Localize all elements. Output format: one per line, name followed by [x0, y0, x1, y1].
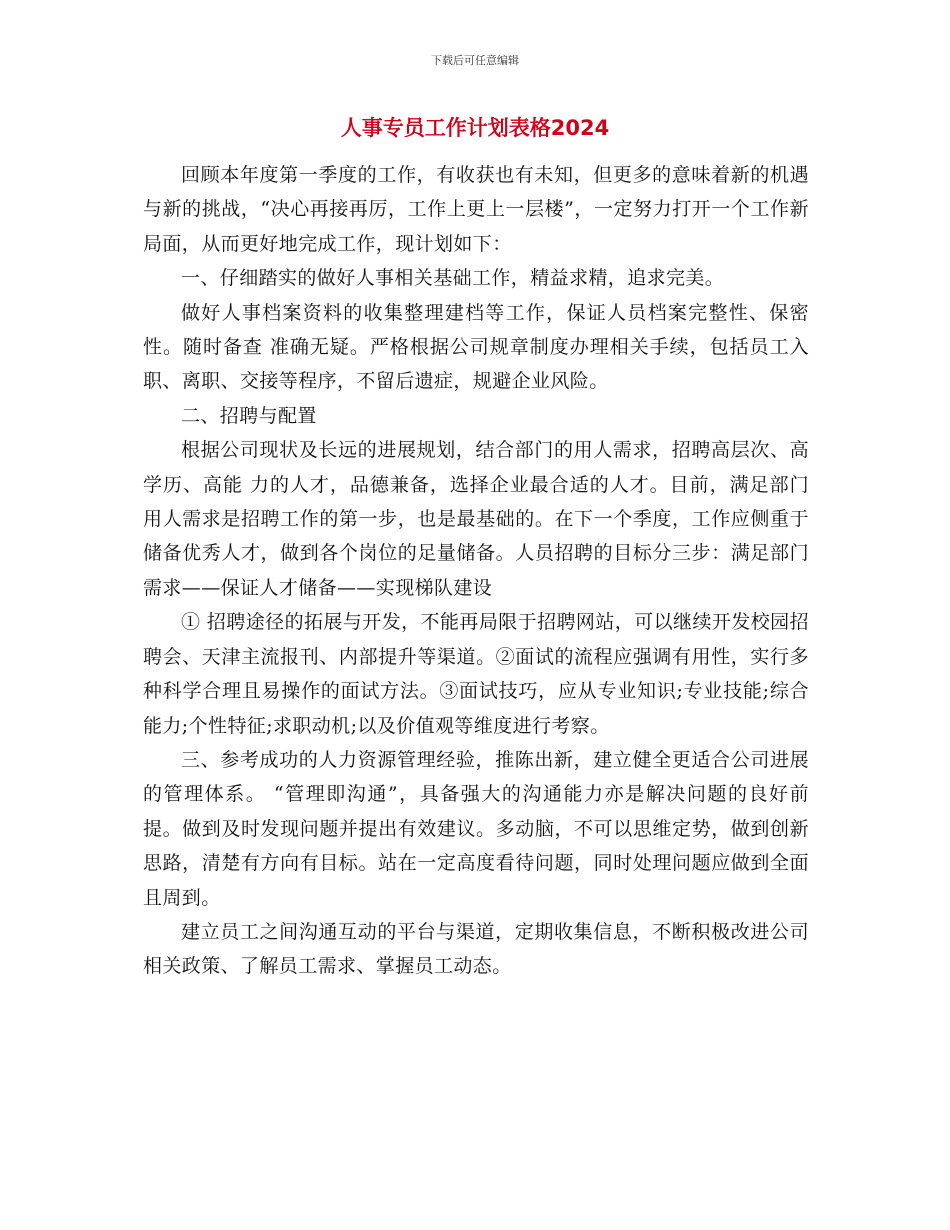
header-note: 下载后可任意编辑	[431, 54, 519, 67]
paragraph: 建立员工之间沟通互动的平台与渠道，定期收集信息，不断积极改进公司相关政策、了解员工需求、掌握员工动态。	[143, 920, 809, 978]
document-title: 人事专员工作计划表格2024	[340, 116, 610, 140]
paragraph: 根据公司现状及长远的进展规划，结合部门的用人需求，招聘高层次、高学历、高能 力的人才，品德兼备，选择企业最合适的人才。目前，满足部门用人需求是招聘工作的第一步，也是最基础的。在下一个季度，工作应侧重于储备优秀人才，做到各个岗位的足量储备。人员招聘的目标分三步：满足部门需求——保证人才储备——实现梯队建设	[143, 439, 809, 599]
paragraph: 回顾本年度第一季度的工作，有收获也有未知，但更多的意味着新的机遇与新的挑战，“决心再接再厉，工作上更上一层楼”，一定努力打开一个工作新局面，从而更好地完成工作，现计划如下：	[143, 164, 809, 255]
paragraph: 二、招聘与配置	[181, 404, 317, 427]
paragraph: 一、仔细踏实的做好人事相关基础工作，精益求精，追求完美。	[181, 267, 725, 290]
paragraph: 三、参考成功的人力资源管理经验，推陈出新，建立健全更适合公司进展的管理体系。 “管理即沟通”，具备强大的沟通能力亦是解决问题的良好前提。做到及时发现问题并提出有效建议。多动脑，不可以思维定势，做到创新思路，清楚有方向有目标。站在一定高度看待问题，同时处理问题应做到全面且周到。	[143, 748, 809, 909]
paragraph: ① 招聘途径的拓展与开发，不能再局限于招聘网站，可以继续开发校园招聘会、天津主流报刊、内部提升等渠道。②面试的流程应强调有用性，实行多种科学合理且易操作的面试方法。③面试技巧，应从专业知识;专业技能;综合能力;个性特征;求职动机;以及价值观等维度进行考察。	[143, 611, 809, 737]
paragraph: 做好人事档案资料的收集整理建档等工作，保证人员档案完整性、保密性。随时备查 准确无疑。严格根据公司规章制度办理相关手续，包括员工入职、离职、交接等程序，不留后遗症，规避企业风险。	[143, 301, 809, 393]
document-body	[143, 158, 809, 984]
